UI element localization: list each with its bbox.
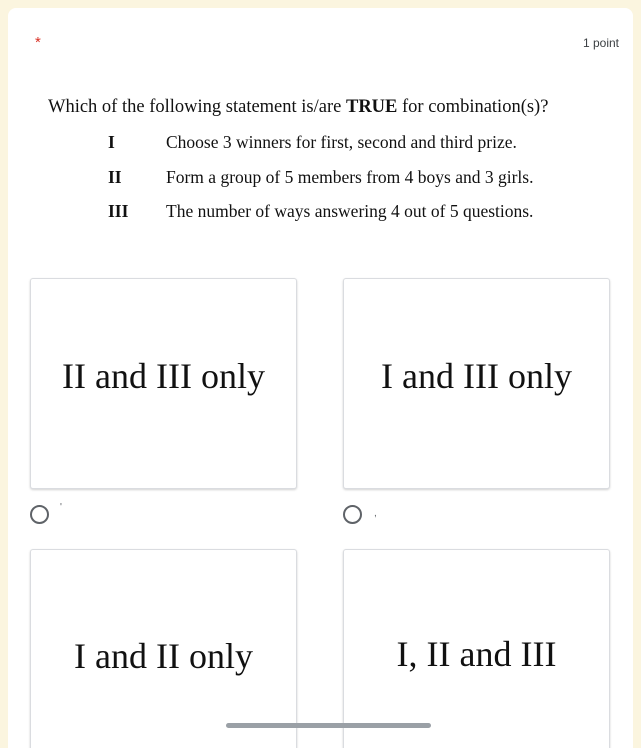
required-marker: * [35, 34, 41, 51]
statement-numeral: II [108, 167, 122, 187]
scroll-indicator[interactable] [226, 723, 431, 728]
question-prefix: Which of the following statement is/are [48, 97, 346, 117]
statement-text: Choose 3 winners for first, second and third prize. [166, 132, 517, 152]
option-label: I, II and III [396, 634, 557, 674]
option-card-4[interactable] [343, 549, 610, 748]
option-label: I and III only [381, 355, 572, 396]
option-label: II and III only [62, 355, 265, 396]
statement-text: Form a group of 5 members from 4 boys and 3 girls. [166, 167, 534, 187]
option-1-radio[interactable] [30, 505, 49, 524]
option-2-radio[interactable] [343, 505, 362, 524]
option-1-mark: ' [60, 502, 62, 513]
option-card-1[interactable] [30, 278, 297, 489]
question-text [48, 97, 548, 118]
statement-numeral: III [108, 201, 129, 221]
points-label: 1 point [582, 36, 619, 50]
question-suffix: for combination(s)? [397, 97, 549, 117]
statement-1 [108, 132, 517, 153]
option-card-3[interactable] [30, 549, 297, 748]
question-emphasis: TRUE [345, 97, 398, 117]
statement-numeral: I [108, 132, 115, 152]
option-2-mark: , [374, 508, 377, 519]
option-card-2[interactable] [343, 278, 610, 489]
statement-2 [108, 167, 533, 188]
option-label: I and II only [74, 636, 253, 676]
statement-3 [108, 201, 533, 222]
statement-text: The number of ways answering 4 out of 5 questions. [166, 201, 534, 221]
question-card [8, 8, 633, 748]
